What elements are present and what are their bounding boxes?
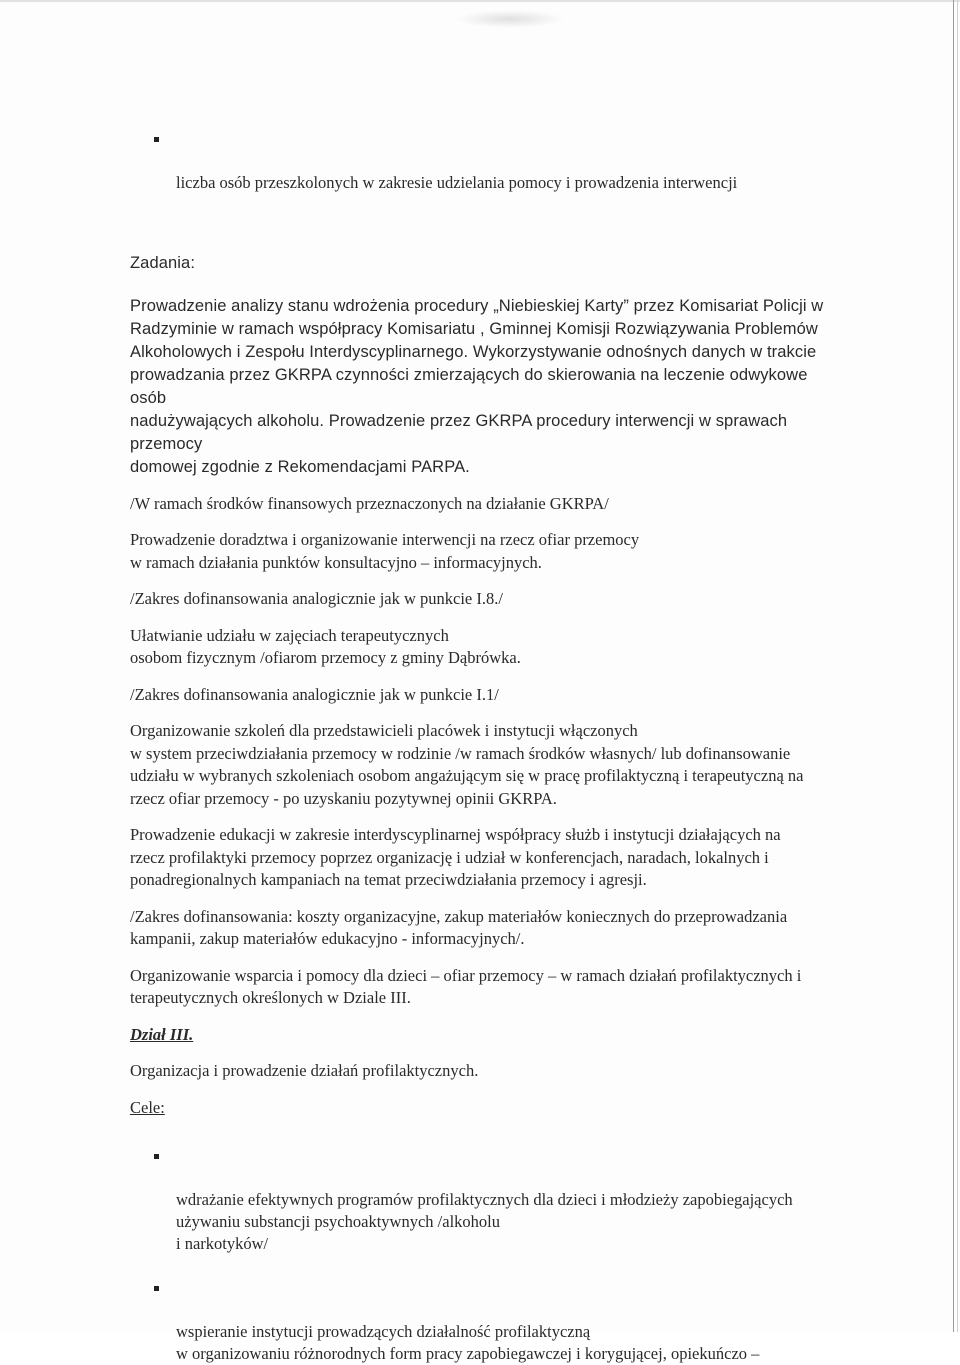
section-heading: Dział III. <box>130 1024 194 1044</box>
paragraph-education: Prowadzenie edukacji w zakresie interdyscyplinarnej współpracy służb i instytucji działających na rzecz profilaktyki przemocy poprzez organizację i udział w konferencjach, naradach, lokalnych i ponadregionalnych kampaniach na temat przeciwdziałania przemocy i agresji. <box>130 825 781 889</box>
paragraph-counseling: Prowadzenie doradztwa i organizowanie interwencji na rzecz ofiar przemocy w ramach działania punktów konsultacyjno – informacyjnych. <box>130 530 640 572</box>
bullet-item <box>130 1277 830 1365</box>
bullet-square-icon <box>154 1154 159 1159</box>
scan-edge-right-inner <box>957 0 958 1332</box>
bullet-text: wdrażanie efektywnych programów profilaktycznych dla dzieci i młodzieży zapobiegających używaniu substancji psychoaktywnych /alkoholu i narkotyków/ <box>176 1190 793 1253</box>
funding-note: /Zakres dofinansowania analogicznie jak w punkcie I.1/ <box>130 684 499 704</box>
scan-smudge <box>455 10 565 28</box>
bullet-item <box>130 1145 830 1255</box>
cele-label: Cele: <box>130 1097 165 1117</box>
zadania-label: Zadania: <box>130 254 196 272</box>
scan-edge-top <box>0 0 960 2</box>
bullet-square-icon <box>154 1286 159 1291</box>
funding-note: /W ramach środków finansowych przeznaczonych na działanie GKRPA/ <box>130 493 609 513</box>
paragraph-therapy-participation: Ułatwianie udziału w zajęciach terapeutycznych osobom fizycznym /ofiarom przemocy z gminy Dąbrówka. <box>130 625 521 667</box>
section-title: Organizacja i prowadzenie działań profilaktycznych. <box>130 1061 479 1080</box>
bullet-text: wspieranie instytucji prowadzących działalność profilaktyczną w organizowaniu różnorodnych form pracy zapobiegawczej i korygującej, opiekuńczo – <box>176 1322 760 1363</box>
paragraph-training: Organizowanie szkoleń dla przedstawicieli placówek i instytucji włączonych w system przeciwdziałania przemocy w rodzinie /w ramach środków własnych/ lub dofinansowanie udziału w wybranych szkoleniach osobom angażującym się w pracę profilaktyczną i terapeutyczną na rzecz ofiar przemocy - po uzyskaniu pozytywnej opinii GKRPA. <box>130 721 804 808</box>
paragraph-procedure-analysis: Prowadzenie analizy stanu wdrożenia procedury „Niebieskiej Karty” przez Komisariat Policji w Radzyminie w ramach współpracy Komisariatu , Gminnej Komisji Rozwiązywania Problemów Alkoholowych i Zespołu Interdyscyplinarnego. Wykorzystywanie odnośnych danych w trakcie prowadzania przez GKRPA czynności zmierzających do skierowania na leczenie odwykowe osób nadużywających alkoholu. Prowadzenie przez GKRPA procedury interwencji w sprawach przemocy domowej zgodnie z Rekomendacjami PARPA. <box>130 296 824 476</box>
document-content <box>130 128 830 1365</box>
bullet-square-icon <box>154 137 159 142</box>
paragraph-funding-scope: /Zakres dofinansowania: koszty organizacyjne, zakup materiałów koniecznych do przeprowadzania kampanii, zakup materiałów edukacyjno - informacyjnych/. <box>130 906 788 948</box>
bullet-item <box>130 128 830 194</box>
bullet-text: liczba osób przeszkolonych w zakresie udzielania pomocy i prowadzenia interwencji <box>176 173 738 192</box>
paragraph-child-support: Organizowanie wsparcia i pomocy dla dzieci – ofiar przemocy – w ramach działań profilaktycznych i terapeutycznych określonych w Dziale III. <box>130 965 802 1007</box>
scan-edge-right <box>953 0 954 1332</box>
funding-note: /Zakres dofinansowania analogicznie jak w punkcie I.8./ <box>130 589 503 608</box>
